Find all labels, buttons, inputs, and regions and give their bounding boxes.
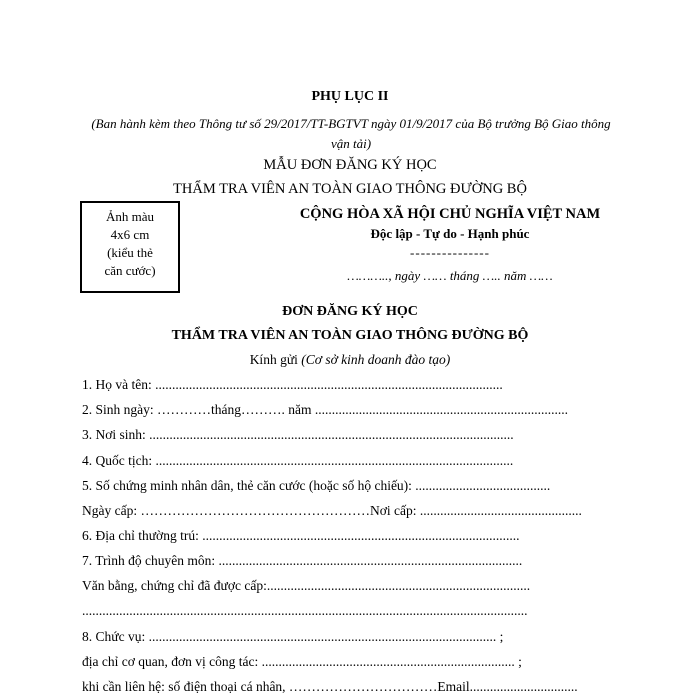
field-issue-date-place[interactable]: Ngày cấp: ……………………………………………Nơi cấp: ................................................	[82, 503, 582, 518]
place-date-line: ……….., ngày …… tháng ….. năm ……	[347, 268, 553, 283]
application-title-line-2: THẨM TRA VIÊN AN TOÀN GIAO THÔNG ĐƯỜNG BỘ	[171, 328, 529, 343]
field-place-of-birth[interactable]: 3. Nơi sinh: ............................................................................................................	[82, 427, 514, 442]
field-position[interactable]: 8. Chức vụ: ....................................................................................................... ;	[82, 629, 504, 644]
field-work-address[interactable]: địa chỉ cơ quan, đơn vị công tác: ........................................................................... ;	[82, 654, 522, 669]
field-qualification[interactable]: 7. Trình độ chuyên môn: ..........................................................................................	[82, 553, 523, 568]
field-full-name[interactable]: 1. Họ và tên: .......................................................................................................	[82, 377, 503, 392]
photo-box-line-3: (kiểu thẻ	[107, 245, 153, 260]
national-motto: Độc lập - Tự do - Hạnh phúc	[370, 226, 530, 241]
motto-underline: ---------------	[410, 245, 490, 260]
application-title-line-1: ĐƠN ĐĂNG KÝ HỌC	[282, 304, 418, 319]
field-date-of-birth[interactable]: 2. Sinh ngày: …………tháng………. năm ...........................................................................	[82, 402, 568, 417]
issued-note: (Ban hành kèm theo Thông tư số 29/2017/TT-BGTVT ngày 01/9/2017 của Bộ trưởng Bộ Giao thông vận tải)	[91, 116, 611, 151]
field-certificates-continued[interactable]: ....................................................................................................................................	[82, 603, 528, 618]
addressee-line	[0, 352, 700, 368]
photo-box-line-4: căn cước)	[104, 263, 156, 278]
form-name-line-2: THẨM TRA VIÊN AN TOÀN GIAO THÔNG ĐƯỜNG BỘ	[173, 181, 527, 197]
addressee-prefix: Kính gửi	[249, 352, 302, 367]
field-contact[interactable]: khi cần liên hệ: số điện thoại cá nhân, ……………………………Email................................	[82, 679, 578, 694]
photo-box-line-1: Ảnh màu	[105, 209, 155, 224]
national-heading: CỘNG HÒA XÃ HỘI CHỦ NGHĨA VIỆT NAM	[299, 206, 601, 222]
field-certificates[interactable]: Văn bằng, chứng chỉ đã được cấp:..............................................................................	[82, 578, 531, 593]
photo-box-line-2: 4x6 cm	[110, 227, 150, 242]
addressee-target: (Cơ sở kinh doanh đào tạo)	[301, 352, 451, 367]
appendix-title: PHỤ LỤC II	[311, 89, 389, 104]
field-nationality[interactable]: 4. Quốc tịch: ..........................................................................................................	[82, 453, 514, 468]
field-id-number[interactable]: 5. Số chứng minh nhân dân, thẻ căn cước (hoặc số hộ chiếu): ........................................	[82, 478, 551, 493]
field-permanent-address[interactable]: 6. Địa chỉ thường trú: ..............................................................................................	[82, 528, 520, 543]
form-name-line-1: MẪU ĐƠN ĐĂNG KÝ HỌC	[263, 157, 437, 173]
photo-placeholder-box	[80, 201, 180, 293]
